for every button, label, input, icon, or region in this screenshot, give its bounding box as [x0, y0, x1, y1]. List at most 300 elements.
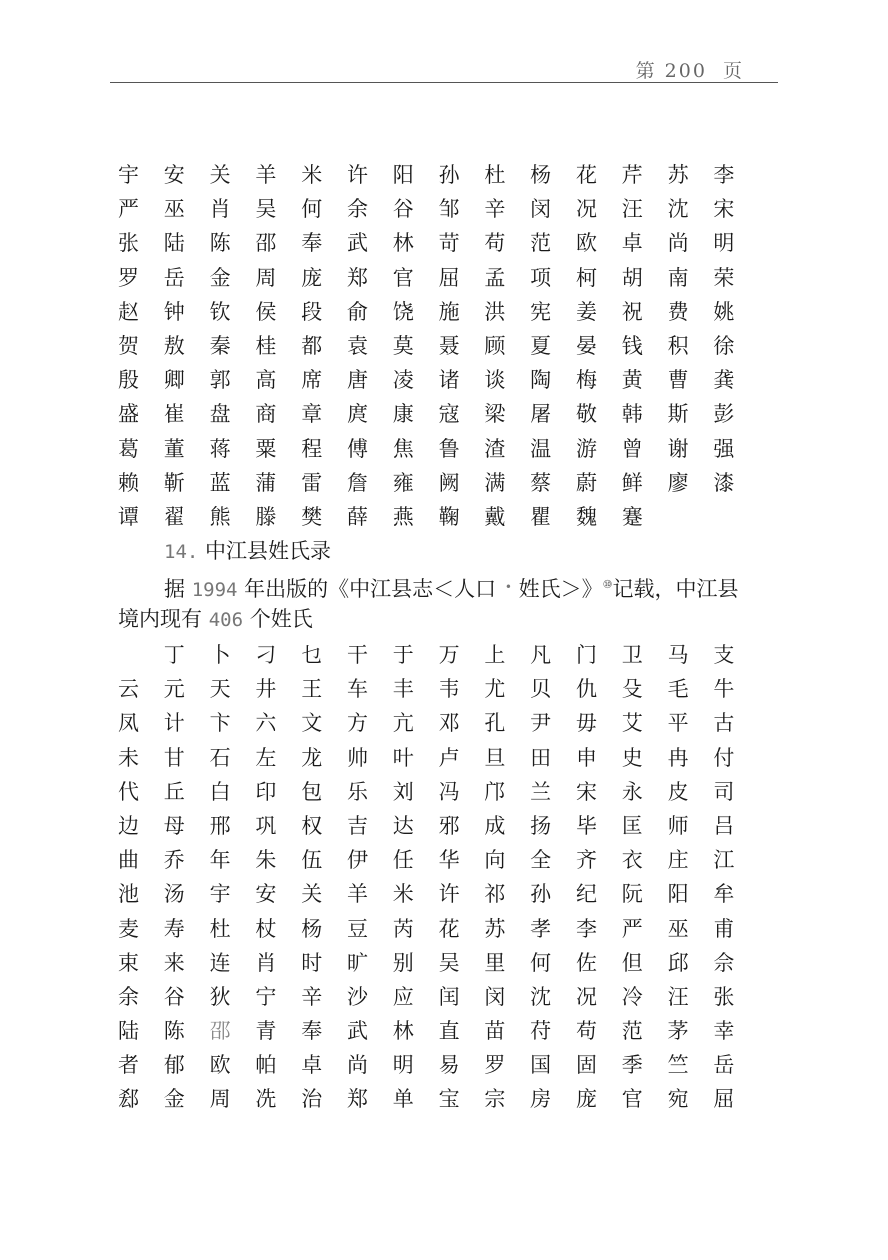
surname-char: 甫: [713, 916, 735, 941]
surname-char: 池: [118, 882, 139, 907]
surname-char: 姚: [713, 299, 735, 324]
paragraph-line-2: [118, 602, 313, 637]
surname-char: 吉: [346, 813, 368, 838]
surname-char: 于: [392, 643, 414, 667]
surname-char: 杖: [255, 916, 277, 941]
page-number: 第 200 页: [635, 60, 744, 82]
surname-char: 寇: [438, 402, 460, 427]
surname-char: 阳: [667, 882, 689, 907]
surname-char: 项: [530, 265, 552, 290]
surname-char: 费: [667, 299, 689, 324]
surname-char: 里: [484, 950, 506, 975]
surname-char: 苛: [438, 231, 460, 256]
surname-char: 董: [163, 436, 185, 461]
surname-char: 包: [301, 779, 323, 804]
surname-char: 官: [621, 1087, 643, 1112]
surname-char: 印: [255, 779, 277, 804]
surname-char: 盛: [118, 402, 139, 427]
surname-char: 曹: [667, 368, 689, 393]
surname-char: 胡: [621, 265, 643, 290]
surname-char: 詹: [346, 470, 368, 495]
surname-char: 华: [438, 848, 460, 873]
surname-char: 敖: [163, 333, 185, 358]
surname-char: 李: [713, 163, 735, 187]
surname-char: 明: [713, 231, 735, 256]
surname-char: 庞: [301, 265, 323, 290]
surname-char: 梁: [484, 402, 506, 427]
surname-char: 蒋: [209, 436, 231, 461]
surname-char: 殳: [621, 677, 643, 702]
surname-char: 柯: [575, 265, 597, 290]
surname-char: 卿: [163, 368, 185, 393]
surname-char: 焦: [392, 436, 414, 461]
surname-char: 邵: [255, 231, 277, 256]
surname-char: 齐: [575, 848, 597, 873]
surname-char: 乜: [301, 643, 323, 667]
surname-char: 姜: [575, 299, 597, 324]
surname-char: 瞿: [530, 504, 552, 529]
section-title: 中江县姓氏录: [205, 539, 332, 563]
surname-char: 云: [118, 677, 139, 702]
surname-char: 尤: [484, 677, 506, 702]
surname-char: 芹: [621, 163, 643, 187]
surname-char: 豆: [346, 916, 368, 941]
surname-char: 傅: [346, 436, 368, 461]
surname-row: [118, 432, 759, 466]
surname-char: 未: [118, 745, 139, 770]
surname-char: 麦: [118, 916, 139, 941]
surname-char: 单: [392, 1087, 414, 1112]
surname-char: 范: [530, 231, 552, 256]
surname-char: 廖: [667, 470, 689, 495]
surname-char: 匡: [621, 813, 643, 838]
para-prefix: 据: [164, 577, 185, 601]
surname-char: 凡: [530, 643, 552, 667]
surname-char: 黄: [621, 368, 643, 393]
surname-row: [118, 946, 759, 980]
surname-char: 苟: [575, 1019, 597, 1044]
surname-char: 积: [667, 333, 689, 358]
surname-char: 沙: [346, 984, 368, 1009]
surname-char: 谷: [163, 984, 185, 1009]
surname-char: 韦: [438, 677, 460, 702]
surname-char: 苗: [484, 1019, 506, 1044]
surname-char: 郑: [346, 1087, 368, 1112]
surname-char: 金: [209, 265, 231, 290]
surname-char: 马: [667, 643, 689, 667]
surname-char: 毕: [575, 813, 597, 838]
surname-char: 沈: [530, 984, 552, 1009]
surname-char: 冉: [667, 745, 689, 770]
surname-char: 汤: [163, 882, 185, 907]
surname-char: 扬: [530, 813, 552, 838]
surname-row: [118, 775, 759, 809]
surname-char: 治: [301, 1087, 323, 1112]
surname-char: 聂: [438, 333, 460, 358]
surname-char: 刘: [392, 779, 414, 804]
surname-char: 乐: [346, 779, 368, 804]
surname-char: 祝: [621, 299, 643, 324]
surname-char: 干: [346, 643, 368, 667]
surname-char: 宇: [118, 163, 139, 187]
surname-char: 车: [346, 677, 368, 702]
surname-char: 漆: [713, 470, 735, 495]
surname-char: 全: [530, 848, 552, 873]
surname-char: 闵: [484, 984, 506, 1009]
surname-char: 赵: [118, 299, 139, 324]
surname-char: 蹇: [621, 504, 643, 529]
surname-char: 佐: [575, 950, 597, 975]
surname-char: 巫: [667, 916, 689, 941]
surname-char: 向: [484, 848, 506, 873]
surname-char: 竺: [667, 1053, 689, 1078]
surname-char: 贺: [118, 333, 139, 358]
surname-char: 苏: [667, 163, 689, 187]
surname-char: 巩: [255, 813, 277, 838]
surname-char: 吕: [713, 813, 735, 838]
surname-char: 吴: [438, 950, 460, 975]
section-number: 14.: [164, 541, 199, 563]
surname-char: 宝: [438, 1087, 460, 1112]
surname-char: 万: [438, 643, 460, 667]
surname-char: 余: [118, 984, 139, 1009]
surname-char: 丰: [392, 677, 414, 702]
surname-char: 安: [255, 882, 277, 907]
year-value: 1994: [191, 579, 238, 601]
surname-char: 谢: [667, 436, 689, 461]
surname-char: 杜: [209, 916, 231, 941]
surname-char: 别: [392, 950, 414, 975]
surname-char: 计: [163, 711, 185, 736]
surname-char: 上: [484, 643, 506, 667]
surname-char: 岳: [713, 1053, 735, 1078]
surname-char: 国: [530, 1053, 552, 1078]
surname-char: 米: [392, 882, 414, 907]
surname-char: 强: [713, 436, 735, 461]
surname-char: 江: [713, 848, 735, 873]
surname-char: 孔: [484, 711, 506, 736]
surname-char: 郑: [346, 265, 368, 290]
surname-char: 天: [209, 677, 231, 702]
surname-char: 陈: [209, 231, 231, 256]
surname-char: 邱: [667, 950, 689, 975]
surname-char: 伊: [346, 848, 368, 873]
surname-char: 牟: [713, 882, 735, 907]
surname-char: 顾: [484, 333, 506, 358]
surname-char: 宇: [209, 882, 231, 907]
surname-char: 梅: [575, 368, 597, 393]
line2-suffix: 个姓氏: [249, 607, 313, 631]
surname-char: 师: [667, 813, 689, 838]
section-heading: [164, 534, 331, 569]
surname-char: 牛: [713, 677, 735, 702]
surname-char: 严: [118, 197, 139, 222]
surname-char: 雍: [392, 470, 414, 495]
surname-grid-2: [118, 638, 759, 1117]
surname-char: 乔: [163, 848, 185, 873]
surname-char: 庞: [575, 1087, 597, 1112]
surname-char: 温: [530, 436, 552, 461]
surname-char: 欧: [209, 1053, 231, 1078]
surname-char: 花: [575, 163, 597, 187]
surname-char: 宛: [667, 1087, 689, 1112]
surname-char: 巫: [163, 197, 185, 222]
surname-char: 元: [163, 677, 185, 702]
surname-row: [118, 706, 759, 740]
surname-char: 满: [484, 470, 506, 495]
surname-char: 肖: [255, 950, 277, 975]
surname-char: 李: [575, 916, 597, 941]
surname-char: 文: [301, 711, 323, 736]
surname-char: 赖: [118, 470, 139, 495]
surname-char: 林: [392, 231, 414, 256]
surname-char: 邢: [209, 813, 231, 838]
surname-row: [118, 1048, 759, 1082]
surname-char: 宗: [484, 1087, 506, 1112]
surname-row: [118, 500, 759, 534]
surname-char: 尚: [667, 231, 689, 256]
surname-char: 丁: [163, 643, 185, 667]
surname-char: 陈: [163, 1019, 185, 1044]
surname-char: 成: [484, 813, 506, 838]
surname-char: 渣: [484, 436, 506, 461]
surname-char: 帅: [346, 745, 368, 770]
surname-char: 饶: [392, 299, 414, 324]
surname-char: 何: [530, 950, 552, 975]
surname-char: 旷: [346, 950, 368, 975]
surname-grid-1: [118, 158, 759, 534]
surname-char: 申: [575, 745, 597, 770]
surname-char: 许: [438, 882, 460, 907]
surname-char: 连: [209, 950, 231, 975]
surname-char: 左: [255, 745, 277, 770]
surname-char: 余: [346, 197, 368, 222]
line2-prefix: 境内现有: [118, 607, 202, 631]
surname-char: 平: [667, 711, 689, 736]
surname-char: 邝: [484, 779, 506, 804]
surname-char: 邵: [209, 1019, 231, 1044]
surname-char: 燕: [392, 504, 414, 529]
surname-char: 龙: [301, 745, 323, 770]
surname-char: 金: [163, 1087, 185, 1112]
surname-char: 商: [255, 402, 277, 427]
surname-char: 卜: [209, 643, 231, 667]
surname-char: 钦: [209, 299, 231, 324]
surname-char: 米: [301, 163, 323, 187]
surname-char: 陶: [530, 368, 552, 393]
surname-char: 汪: [667, 984, 689, 1009]
surname-row: [118, 397, 759, 431]
surname-row: [118, 295, 759, 329]
surname-char: 纪: [575, 882, 597, 907]
surname-char: 固: [575, 1053, 597, 1078]
surname-row: [118, 158, 759, 192]
surname-char: 武: [346, 1019, 368, 1044]
surname-row: [118, 741, 759, 775]
surname-char: 支: [713, 643, 735, 667]
surname-char: 莫: [392, 333, 414, 358]
surname-char: 者: [118, 1053, 139, 1078]
surname-char: 蔡: [530, 470, 552, 495]
surname-char: 年: [209, 848, 231, 873]
surname-char: 樊: [301, 504, 323, 529]
surname-char: 欧: [575, 231, 597, 256]
surname-char: 邪: [438, 813, 460, 838]
surname-char: 施: [438, 299, 460, 324]
surname-char: 崔: [163, 402, 185, 427]
surname-char: 母: [163, 813, 185, 838]
surname-char: 韩: [621, 402, 643, 427]
surname-char: 方: [346, 711, 368, 736]
surname-char: 兰: [530, 779, 552, 804]
surname-char: 孙: [530, 882, 552, 907]
surname-char: 肖: [209, 197, 231, 222]
surname-char: 甘: [163, 745, 185, 770]
surname-char: 杨: [301, 916, 323, 941]
surname-char: 曾: [621, 436, 643, 461]
surname-char: 孝: [530, 916, 552, 941]
surname-char: 徐: [713, 333, 735, 358]
surname-char: 闰: [438, 984, 460, 1009]
surname-char: 屠: [530, 402, 552, 427]
surname-char: 袁: [346, 333, 368, 358]
surname-row: [118, 192, 759, 226]
surname-char: 狄: [209, 984, 231, 1009]
surname-char: 杨: [530, 163, 552, 187]
surname-row: [118, 363, 759, 397]
surname-char: 尚: [346, 1053, 368, 1078]
surname-char: 安: [163, 163, 185, 187]
surname-char: 俞: [346, 299, 368, 324]
surname-char: 凤: [118, 711, 139, 736]
surname-char: 庹: [346, 402, 368, 427]
surname-char: 范: [621, 1019, 643, 1044]
surname-char: 但: [621, 950, 643, 975]
surname-char: 宪: [530, 299, 552, 324]
surname-char: 阮: [621, 882, 643, 907]
surname-row: [118, 329, 759, 363]
surname-char: 武: [346, 231, 368, 256]
surname-char: 邓: [438, 711, 460, 736]
surname-char: 直: [438, 1019, 460, 1044]
surname-char: 鲜: [621, 470, 643, 495]
surname-char: 章: [301, 402, 323, 427]
surname-char: 殷: [118, 368, 139, 393]
surname-char: 谈: [484, 368, 506, 393]
surname-char: 钟: [163, 299, 185, 324]
surname-char: 谭: [118, 504, 139, 529]
surname-char: 羊: [255, 163, 277, 187]
surname-char: 白: [209, 779, 231, 804]
surname-row: [118, 980, 759, 1014]
surname-char: 古: [713, 711, 735, 736]
surname-char: 吴: [255, 197, 277, 222]
surname-char: 王: [301, 677, 323, 702]
surname-char: 康: [392, 402, 414, 427]
surname-char: 苏: [484, 916, 506, 941]
surname-char: 六: [255, 711, 277, 736]
surname-char: 刁: [255, 643, 277, 667]
surname-char: 南: [667, 265, 689, 290]
surname-char: 司: [713, 779, 735, 804]
surname-char: 斯: [667, 402, 689, 427]
surname-char: 钱: [621, 333, 643, 358]
surname-char: 边: [118, 813, 139, 838]
surname-char: 严: [621, 916, 643, 941]
surname-char: 屈: [438, 265, 460, 290]
surname-char: 叶: [392, 745, 414, 770]
surname-char: 汪: [621, 197, 643, 222]
surname-char: 唐: [346, 368, 368, 393]
surname-char: 旦: [484, 745, 506, 770]
surname-char: 卞: [209, 711, 231, 736]
surname-char: 宋: [575, 779, 597, 804]
surname-char: 蔚: [575, 470, 597, 495]
surname-char: 闵: [530, 197, 552, 222]
surname-char: 彭: [713, 402, 735, 427]
surname-char: 辛: [484, 197, 506, 222]
surname-char: 亢: [392, 711, 414, 736]
surname-char: 蓝: [209, 470, 231, 495]
surname-row: [118, 261, 759, 295]
surname-char: 凌: [392, 368, 414, 393]
surname-char: 永: [621, 779, 643, 804]
surname-char: 幸: [713, 1019, 735, 1044]
page-header: [110, 52, 778, 83]
surname-char: 高: [255, 368, 277, 393]
surname-char: 宋: [713, 197, 735, 222]
surname-char: 冯: [438, 779, 460, 804]
surname-char: 孙: [438, 163, 460, 187]
surname-char: 许: [346, 163, 368, 187]
surname-char: 都: [301, 333, 323, 358]
surname-char: 伍: [301, 848, 323, 873]
surname-row: [118, 466, 759, 500]
surname-char: 林: [392, 1019, 414, 1044]
surname-char: 井: [255, 677, 277, 702]
surname-char: 朱: [255, 848, 277, 873]
surname-char: 秦: [209, 333, 231, 358]
surname-char: 魏: [575, 504, 597, 529]
surname-char: 陆: [163, 231, 185, 256]
surname-char: 周: [255, 265, 277, 290]
surname-char: 任: [392, 848, 414, 873]
surname-row: [118, 843, 759, 877]
surname-char: 邹: [438, 197, 460, 222]
surname-char: 仇: [575, 677, 597, 702]
surname-char: 滕: [255, 504, 277, 529]
surname-char: 贝: [530, 677, 552, 702]
surname-row: [118, 672, 759, 706]
surname-char: 芮: [392, 916, 414, 941]
surname-char: 石: [209, 745, 231, 770]
surname-char: 雷: [301, 470, 323, 495]
surname-char: 荣: [713, 265, 735, 290]
surname-char: 尹: [530, 711, 552, 736]
surname-char: 应: [392, 984, 414, 1009]
surname-char: 达: [392, 813, 414, 838]
surname-char: 苟: [484, 231, 506, 256]
surname-char: 孟: [484, 265, 506, 290]
surname-char: 龚: [713, 368, 735, 393]
surname-char: 卓: [621, 231, 643, 256]
surname-char: 杜: [484, 163, 506, 187]
surname-char: 门: [575, 643, 597, 667]
surname-char: 郄: [118, 1087, 139, 1112]
surname-char: 曲: [118, 848, 139, 873]
surname-char: 帕: [255, 1053, 277, 1078]
surname-char: 毛: [667, 677, 689, 702]
